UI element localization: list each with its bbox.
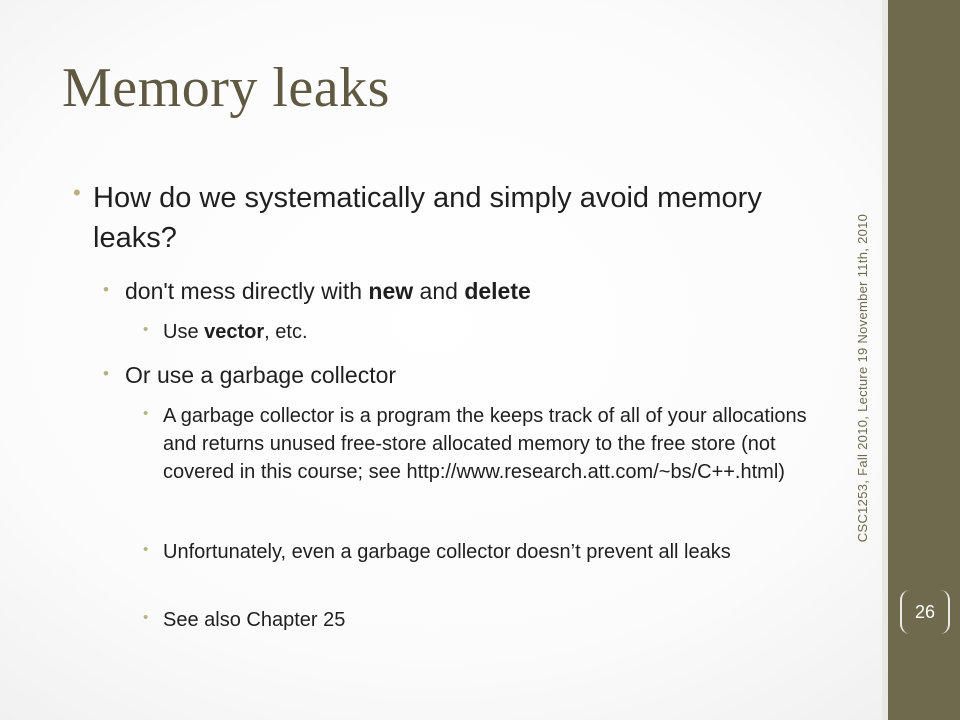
bullet-icon: • [103, 280, 109, 299]
bullet-icon: • [73, 180, 81, 205]
bullet-level3-gc-leaks: Unfortunately, even a garbage collector doesn’t prevent all leaks [163, 541, 731, 563]
slide-title: Memory leaks [62, 57, 390, 119]
bullet-level1-question: How do we systematically and simply avoid memory leaks? [93, 182, 762, 254]
bullet-level3-use-vector: Use vector, etc. [163, 321, 308, 343]
bullet-icon: • [103, 364, 109, 383]
bullet-level2-garbage-collector: Or use a garbage collector [125, 362, 397, 388]
bullet-icon: • [143, 321, 149, 338]
bullet-icon: • [143, 541, 149, 558]
bullet-level3-see-chapter: See also Chapter 25 [163, 609, 346, 631]
slide-number: 26 [900, 590, 950, 634]
bullet-level3-gc-definition: A garbage collector is a program the keeps track of all of your allocations and returns unused free-store allocated memory to the free store (not covered in this course; see http://www.research.att.com/~bs/C++.html) [163, 405, 807, 483]
bullet-icon: • [143, 405, 149, 422]
bullet-level2-no-new-delete: don't mess directly with new and delete [125, 278, 531, 304]
footer-vertical-text: CSC1253, Fall 2010, Lecture 19 November 11th, 2010 [855, 213, 870, 543]
bullet-icon: • [143, 609, 149, 626]
